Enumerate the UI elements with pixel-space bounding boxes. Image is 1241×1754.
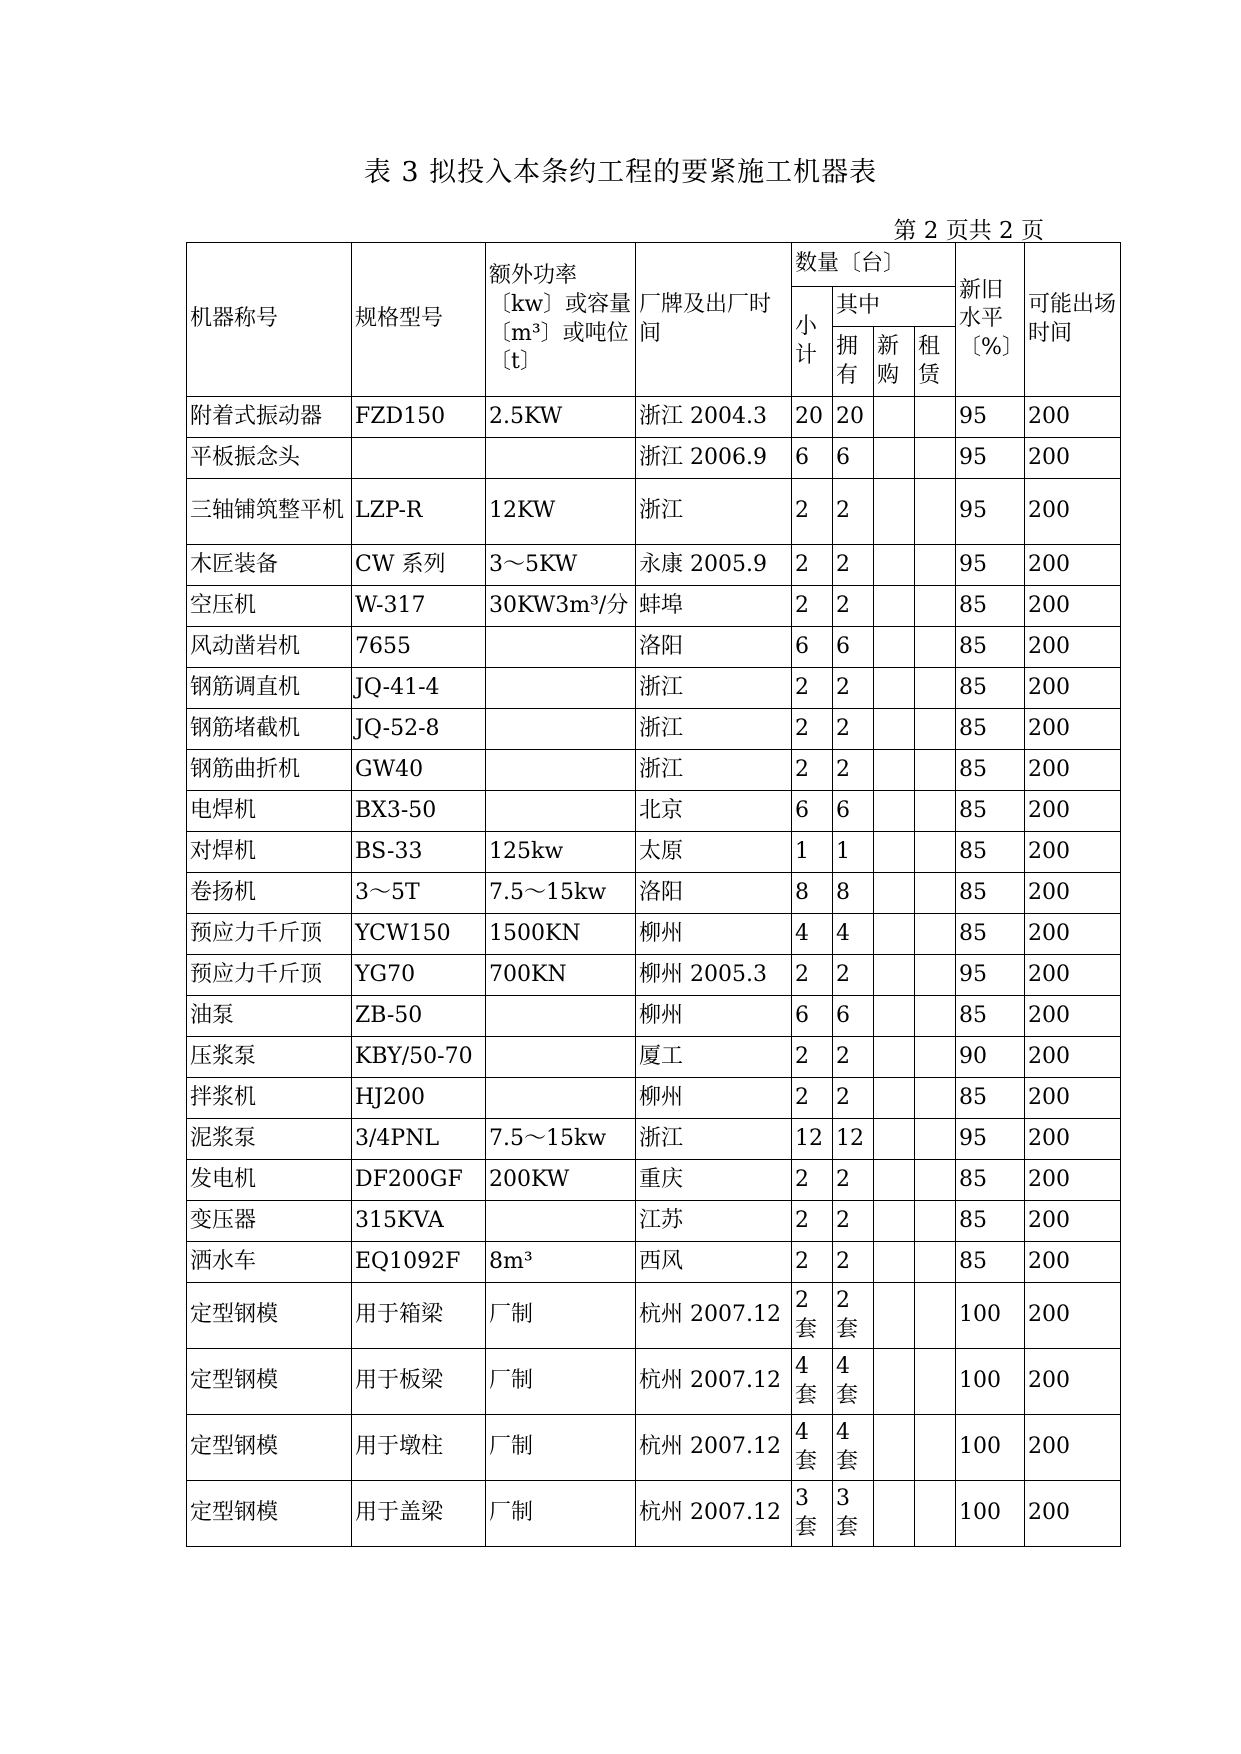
cell-model: FZD150: [352, 397, 486, 438]
cell-maker: 浙江 2004.3: [636, 397, 792, 438]
cell-subtotal: 2: [792, 1160, 833, 1201]
cell-new-buy: [874, 1349, 915, 1415]
table-row: [187, 832, 1121, 873]
cell-subtotal: 4: [792, 914, 833, 955]
cell-maker: 柳州: [636, 1078, 792, 1119]
cell-condition: 85: [956, 996, 1025, 1037]
table-row: [187, 996, 1121, 1037]
table-row: [187, 750, 1121, 791]
header-row-1: [187, 243, 1121, 287]
cell-owned: 12: [833, 1119, 874, 1160]
cell-exit-time: 200: [1025, 1078, 1121, 1119]
table-row: [187, 438, 1121, 479]
header-name: 机器称号: [187, 243, 352, 397]
cell-maker: 浙江: [636, 1119, 792, 1160]
cell-owned: 2: [833, 668, 874, 709]
cell-power: 700KN: [486, 955, 636, 996]
cell-condition: 95: [956, 479, 1025, 545]
cell-maker: 北京: [636, 791, 792, 832]
cell-name: 卷扬机: [187, 873, 352, 914]
cell-exit-time: 200: [1025, 479, 1121, 545]
cell-maker: 柳州: [636, 996, 792, 1037]
cell-rent: [915, 479, 956, 545]
cell-new-buy: [874, 873, 915, 914]
cell-rent: [915, 791, 956, 832]
cell-power: [486, 438, 636, 479]
table-row: [187, 627, 1121, 668]
cell-new-buy: [874, 914, 915, 955]
cell-condition: 95: [956, 1119, 1025, 1160]
cell-owned: 2: [833, 1037, 874, 1078]
header-condition: 新旧水平〔%〕: [956, 243, 1025, 397]
cell-power: 3～5KW: [486, 545, 636, 586]
cell-subtotal: 6: [792, 438, 833, 479]
cell-name: 预应力千斤顶: [187, 955, 352, 996]
cell-power: 7.5～15kw: [486, 1119, 636, 1160]
cell-new-buy: [874, 586, 915, 627]
table-row: [187, 955, 1121, 996]
cell-maker: 浙江: [636, 750, 792, 791]
cell-model: GW40: [352, 750, 486, 791]
cell-name: 三轴铺筑整平机: [187, 479, 352, 545]
cell-model: JQ-41-4: [352, 668, 486, 709]
cell-condition: 100: [956, 1283, 1025, 1349]
cell-owned: 6: [833, 627, 874, 668]
table-row: [187, 1201, 1121, 1242]
cell-owned: 2: [833, 545, 874, 586]
cell-model: 用于箱梁: [352, 1283, 486, 1349]
cell-subtotal: 2: [792, 750, 833, 791]
cell-rent: [915, 709, 956, 750]
cell-power: 厂制: [486, 1415, 636, 1481]
cell-power: 30KW3m³/分: [486, 586, 636, 627]
cell-model: LZP-R: [352, 479, 486, 545]
cell-power: 125kw: [486, 832, 636, 873]
cell-new-buy: [874, 627, 915, 668]
cell-new-buy: [874, 750, 915, 791]
cell-name: 电焊机: [187, 791, 352, 832]
cell-owned: 4 套: [833, 1349, 874, 1415]
cell-condition: 85: [956, 873, 1025, 914]
cell-owned: 8: [833, 873, 874, 914]
cell-exit-time: 200: [1025, 873, 1121, 914]
cell-condition: 85: [956, 832, 1025, 873]
cell-name: 木匠装备: [187, 545, 352, 586]
cell-rent: [915, 668, 956, 709]
cell-rent: [915, 1037, 956, 1078]
cell-model: 用于盖梁: [352, 1481, 486, 1547]
cell-model: KBY/50-70: [352, 1037, 486, 1078]
table-row: [187, 1481, 1121, 1547]
cell-model: 用于板梁: [352, 1349, 486, 1415]
cell-exit-time: 200: [1025, 1037, 1121, 1078]
cell-model: BS-33: [352, 832, 486, 873]
cell-model: JQ-52-8: [352, 709, 486, 750]
cell-condition: 100: [956, 1415, 1025, 1481]
cell-rent: [915, 1078, 956, 1119]
cell-rent: [915, 1119, 956, 1160]
cell-condition: 95: [956, 438, 1025, 479]
table-row: [187, 914, 1121, 955]
cell-rent: [915, 1160, 956, 1201]
cell-maker: 柳州 2005.3: [636, 955, 792, 996]
cell-exit-time: 200: [1025, 1119, 1121, 1160]
cell-subtotal: 6: [792, 791, 833, 832]
cell-name: 定型钢模: [187, 1283, 352, 1349]
cell-condition: 85: [956, 586, 1025, 627]
cell-name: 钢筋堵截机: [187, 709, 352, 750]
cell-exit-time: 200: [1025, 438, 1121, 479]
cell-subtotal: 2 套: [792, 1283, 833, 1349]
table-row: [187, 545, 1121, 586]
cell-new-buy: [874, 1037, 915, 1078]
document-title: 表 3 拟投入本条约工程的要紧施工机器表: [363, 157, 878, 188]
cell-rent: [915, 873, 956, 914]
cell-power: [486, 668, 636, 709]
cell-power: 2.5KW: [486, 397, 636, 438]
cell-condition: 85: [956, 627, 1025, 668]
header-owned: 拥有: [833, 327, 874, 397]
cell-name: 拌浆机: [187, 1078, 352, 1119]
cell-name: 发电机: [187, 1160, 352, 1201]
table-row: [187, 1078, 1121, 1119]
cell-power: [486, 627, 636, 668]
cell-name: 泥浆泵: [187, 1119, 352, 1160]
cell-condition: 85: [956, 750, 1025, 791]
cell-maker: 杭州 2007.12: [636, 1415, 792, 1481]
cell-name: 洒水车: [187, 1242, 352, 1283]
table-row: [187, 1349, 1121, 1415]
cell-maker: 蚌埠: [636, 586, 792, 627]
cell-exit-time: 200: [1025, 832, 1121, 873]
cell-new-buy: [874, 1242, 915, 1283]
cell-power: 厂制: [486, 1349, 636, 1415]
cell-rent: [915, 832, 956, 873]
cell-rent: [915, 627, 956, 668]
cell-subtotal: 2: [792, 1242, 833, 1283]
cell-power: 7.5～15kw: [486, 873, 636, 914]
cell-model: BX3-50: [352, 791, 486, 832]
cell-name: 钢筋曲折机: [187, 750, 352, 791]
table-row: [187, 791, 1121, 832]
header-quantity: 数量〔台〕: [792, 243, 956, 287]
cell-name: 定型钢模: [187, 1349, 352, 1415]
cell-name: 变压器: [187, 1201, 352, 1242]
cell-maker: 永康 2005.9: [636, 545, 792, 586]
cell-subtotal: 2: [792, 955, 833, 996]
cell-owned: 2: [833, 586, 874, 627]
cell-owned: 2: [833, 1078, 874, 1119]
cell-new-buy: [874, 1119, 915, 1160]
cell-power: 200KW: [486, 1160, 636, 1201]
cell-subtotal: 6: [792, 996, 833, 1037]
cell-exit-time: 200: [1025, 627, 1121, 668]
cell-owned: 2 套: [833, 1283, 874, 1349]
cell-model: HJ200: [352, 1078, 486, 1119]
cell-subtotal: 1: [792, 832, 833, 873]
cell-subtotal: 20: [792, 397, 833, 438]
cell-exit-time: 200: [1025, 586, 1121, 627]
cell-power: 8m³: [486, 1242, 636, 1283]
cell-model: EQ1092F: [352, 1242, 486, 1283]
header-maker: 厂牌及出厂时间: [636, 243, 792, 397]
cell-new-buy: [874, 832, 915, 873]
cell-model: YG70: [352, 955, 486, 996]
cell-new-buy: [874, 397, 915, 438]
table-row: [187, 709, 1121, 750]
cell-exit-time: 200: [1025, 996, 1121, 1037]
cell-owned: 2: [833, 750, 874, 791]
cell-exit-time: 200: [1025, 397, 1121, 438]
cell-subtotal: 2: [792, 1201, 833, 1242]
cell-rent: [915, 1201, 956, 1242]
cell-rent: [915, 996, 956, 1037]
cell-condition: 85: [956, 1242, 1025, 1283]
cell-new-buy: [874, 955, 915, 996]
cell-new-buy: [874, 545, 915, 586]
cell-rent: [915, 1349, 956, 1415]
cell-owned: 4: [833, 914, 874, 955]
cell-rent: [915, 914, 956, 955]
cell-new-buy: [874, 1160, 915, 1201]
cell-subtotal: 2: [792, 545, 833, 586]
cell-name: 空压机: [187, 586, 352, 627]
cell-name: 风动凿岩机: [187, 627, 352, 668]
cell-new-buy: [874, 438, 915, 479]
cell-model: YCW150: [352, 914, 486, 955]
cell-condition: 90: [956, 1037, 1025, 1078]
cell-name: 对焊机: [187, 832, 352, 873]
cell-new-buy: [874, 1283, 915, 1349]
cell-subtotal: 8: [792, 873, 833, 914]
cell-exit-time: 200: [1025, 750, 1121, 791]
cell-maker: 杭州 2007.12: [636, 1349, 792, 1415]
cell-model: W-317: [352, 586, 486, 627]
cell-exit-time: 200: [1025, 1283, 1121, 1349]
cell-exit-time: 200: [1025, 1160, 1121, 1201]
cell-rent: [915, 1242, 956, 1283]
cell-rent: [915, 1283, 956, 1349]
cell-new-buy: [874, 791, 915, 832]
page-indicator: 第 2 页共 2 页: [893, 218, 1044, 244]
cell-condition: 85: [956, 709, 1025, 750]
table-row: [187, 1283, 1121, 1349]
cell-rent: [915, 397, 956, 438]
cell-subtotal: 2: [792, 586, 833, 627]
cell-name: 平板振念头: [187, 438, 352, 479]
cell-exit-time: 200: [1025, 668, 1121, 709]
cell-rent: [915, 955, 956, 996]
cell-subtotal: 2: [792, 479, 833, 545]
cell-subtotal: 4 套: [792, 1349, 833, 1415]
cell-maker: 太原: [636, 832, 792, 873]
cell-power: 厂制: [486, 1481, 636, 1547]
cell-new-buy: [874, 1078, 915, 1119]
cell-condition: 95: [956, 397, 1025, 438]
cell-maker: 柳州: [636, 914, 792, 955]
cell-owned: 3 套: [833, 1481, 874, 1547]
cell-owned: 2: [833, 1242, 874, 1283]
table-row: [187, 479, 1121, 545]
cell-exit-time: 200: [1025, 1349, 1121, 1415]
table-row: [187, 586, 1121, 627]
cell-power: [486, 709, 636, 750]
cell-condition: 85: [956, 791, 1025, 832]
cell-condition: 100: [956, 1481, 1025, 1547]
table-row: [187, 1160, 1121, 1201]
cell-owned: 2: [833, 709, 874, 750]
cell-power: 12KW: [486, 479, 636, 545]
cell-exit-time: 200: [1025, 955, 1121, 996]
cell-model: CW 系列: [352, 545, 486, 586]
cell-new-buy: [874, 996, 915, 1037]
cell-new-buy: [874, 709, 915, 750]
cell-condition: 95: [956, 955, 1025, 996]
cell-rent: [915, 1481, 956, 1547]
cell-rent: [915, 586, 956, 627]
cell-rent: [915, 545, 956, 586]
cell-new-buy: [874, 1201, 915, 1242]
cell-exit-time: 200: [1025, 1415, 1121, 1481]
cell-subtotal: 12: [792, 1119, 833, 1160]
cell-power: [486, 791, 636, 832]
cell-exit-time: 200: [1025, 914, 1121, 955]
cell-owned: 2: [833, 479, 874, 545]
cell-owned: 1: [833, 832, 874, 873]
cell-subtotal: 2: [792, 1078, 833, 1119]
cell-owned: 20: [833, 397, 874, 438]
header-exit-time: 可能出场时间: [1025, 243, 1121, 397]
table-body: [187, 243, 1121, 1547]
cell-exit-time: 200: [1025, 545, 1121, 586]
table-row: [187, 1037, 1121, 1078]
cell-exit-time: 200: [1025, 709, 1121, 750]
cell-condition: 100: [956, 1349, 1025, 1415]
cell-subtotal: 2: [792, 709, 833, 750]
cell-power: [486, 1201, 636, 1242]
cell-maker: 浙江 2006.9: [636, 438, 792, 479]
cell-rent: [915, 438, 956, 479]
header-new-buy: 新购: [874, 327, 915, 397]
cell-maker: 西风: [636, 1242, 792, 1283]
cell-new-buy: [874, 1481, 915, 1547]
cell-exit-time: 200: [1025, 1201, 1121, 1242]
cell-owned: 6: [833, 791, 874, 832]
table-row: [187, 1119, 1121, 1160]
cell-owned: 4 套: [833, 1415, 874, 1481]
cell-maker: 厦工: [636, 1037, 792, 1078]
header-subtotal: 小计: [792, 287, 833, 397]
cell-owned: 2: [833, 1160, 874, 1201]
cell-subtotal: 2: [792, 1037, 833, 1078]
cell-model: DF200GF: [352, 1160, 486, 1201]
cell-maker: 浙江: [636, 709, 792, 750]
cell-condition: 85: [956, 1160, 1025, 1201]
header-rent: 租赁: [915, 327, 956, 397]
cell-subtotal: 4 套: [792, 1415, 833, 1481]
cell-new-buy: [874, 668, 915, 709]
cell-owned: 2: [833, 1201, 874, 1242]
cell-rent: [915, 750, 956, 791]
cell-maker: 浙江: [636, 668, 792, 709]
cell-name: 油泵: [187, 996, 352, 1037]
cell-condition: 85: [956, 668, 1025, 709]
cell-model: 3～5T: [352, 873, 486, 914]
cell-new-buy: [874, 479, 915, 545]
cell-maker: 杭州 2007.12: [636, 1283, 792, 1349]
cell-subtotal: 2: [792, 668, 833, 709]
cell-power: [486, 750, 636, 791]
cell-model: 7655: [352, 627, 486, 668]
cell-owned: 2: [833, 955, 874, 996]
cell-new-buy: [874, 1415, 915, 1481]
cell-subtotal: 3 套: [792, 1481, 833, 1547]
cell-condition: 85: [956, 1078, 1025, 1119]
cell-model: 用于墩柱: [352, 1415, 486, 1481]
header-model: 规格型号: [352, 243, 486, 397]
cell-exit-time: 200: [1025, 791, 1121, 832]
table-row: [187, 873, 1121, 914]
cell-condition: 85: [956, 914, 1025, 955]
cell-model: [352, 438, 486, 479]
cell-name: 压浆泵: [187, 1037, 352, 1078]
cell-name: 附着式振动器: [187, 397, 352, 438]
cell-name: 定型钢模: [187, 1415, 352, 1481]
cell-power: [486, 1078, 636, 1119]
table-row: [187, 397, 1121, 438]
cell-condition: 85: [956, 1201, 1025, 1242]
cell-subtotal: 6: [792, 627, 833, 668]
cell-exit-time: 200: [1025, 1481, 1121, 1547]
header-power: 额外功率〔kw〕或容量〔m³〕或吨位〔t〕: [486, 243, 636, 397]
cell-condition: 95: [956, 545, 1025, 586]
cell-maker: 江苏: [636, 1201, 792, 1242]
table-row: [187, 1415, 1121, 1481]
cell-model: ZB-50: [352, 996, 486, 1037]
cell-power: 1500KN: [486, 914, 636, 955]
cell-maker: 浙江: [636, 479, 792, 545]
cell-owned: 6: [833, 996, 874, 1037]
cell-maker: 重庆: [636, 1160, 792, 1201]
cell-exit-time: 200: [1025, 1242, 1121, 1283]
header-of-which: 其中: [833, 287, 956, 327]
cell-model: 315KVA: [352, 1201, 486, 1242]
cell-model: 3/4PNL: [352, 1119, 486, 1160]
cell-power: [486, 1037, 636, 1078]
cell-name: 钢筋调直机: [187, 668, 352, 709]
cell-rent: [915, 1415, 956, 1481]
cell-name: 预应力千斤顶: [187, 914, 352, 955]
cell-maker: 洛阳: [636, 627, 792, 668]
cell-maker: 洛阳: [636, 873, 792, 914]
table-row: [187, 1242, 1121, 1283]
table-row: [187, 668, 1121, 709]
cell-maker: 杭州 2007.12: [636, 1481, 792, 1547]
cell-power: 厂制: [486, 1283, 636, 1349]
cell-power: [486, 996, 636, 1037]
cell-owned: 6: [833, 438, 874, 479]
cell-name: 定型钢模: [187, 1481, 352, 1547]
machinery-table: [186, 242, 1121, 1547]
